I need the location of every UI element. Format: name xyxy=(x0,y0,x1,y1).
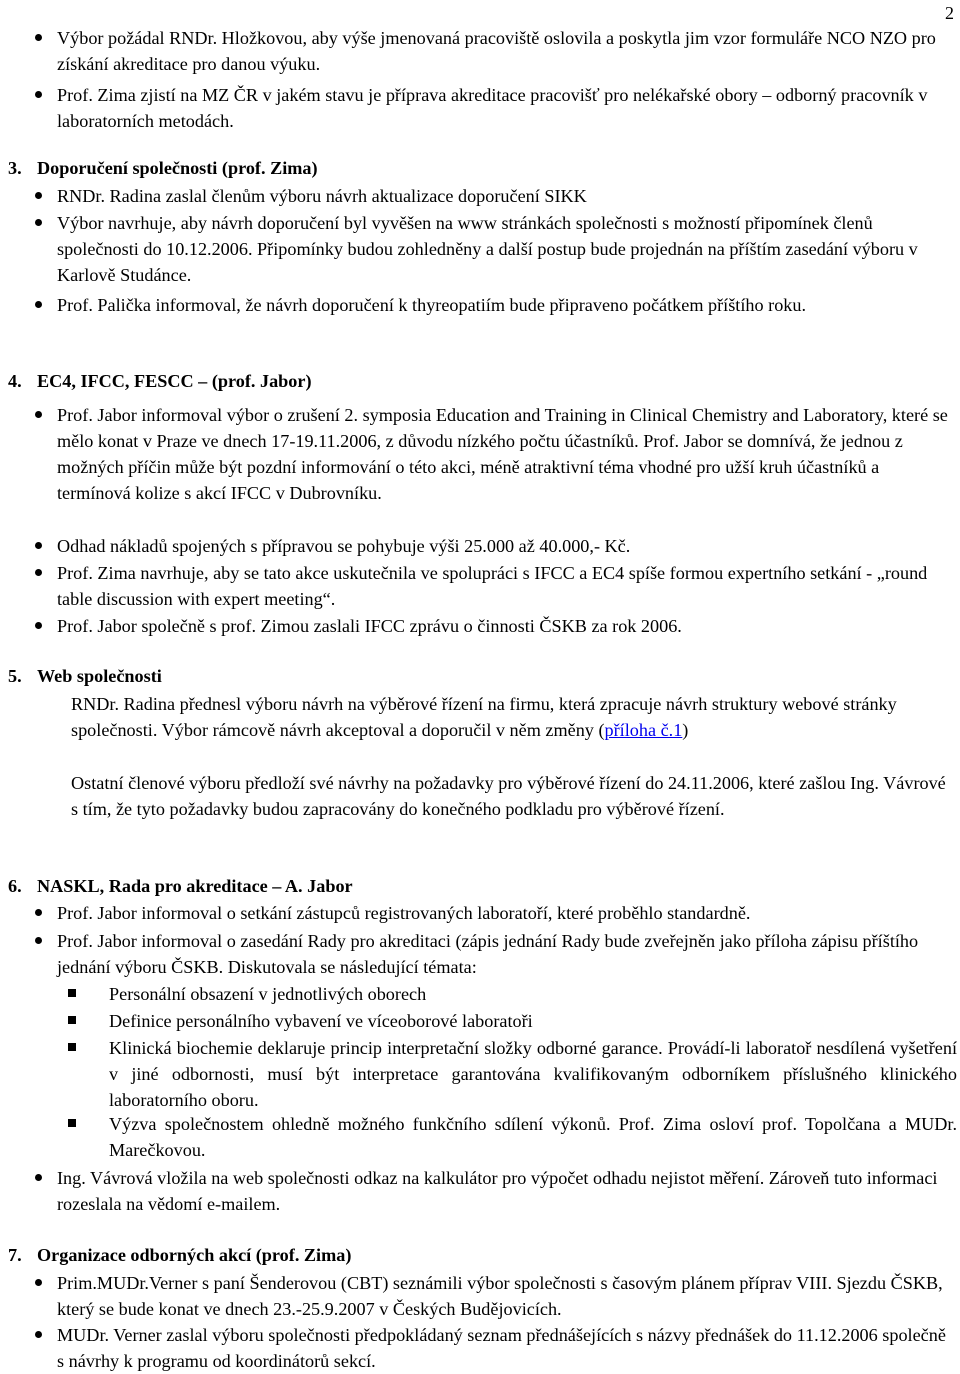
bullet-icon xyxy=(35,219,42,226)
square-bullet-icon xyxy=(68,1043,76,1051)
bullet-icon xyxy=(35,91,42,98)
square-bullet-icon xyxy=(68,1016,76,1024)
bullet-icon xyxy=(35,192,42,199)
list-item: MUDr. Verner zaslal výboru společnosti předpokládaný seznam přednášejících s názvy přednášek do 11.12.2006 společně s návrhy k programu od koordinátorů sekcí. xyxy=(57,1322,957,1374)
list-item: Prof. Palička informoval, že návrh doporučení k thyreopatiím bude připraveno počátkem příštího roku. xyxy=(57,292,957,318)
bullet-icon xyxy=(35,622,42,629)
list-item: Výbor navrhuje, aby návrh doporučení byl vyvěšen na www stránkách společnosti s možností připomínek členů společnosti do 10.12.2006. Připomínky budou zohledněny a další postup bude projednán na příštím zasedání výboru v Karlově Studánce. xyxy=(57,210,957,288)
bullet-icon xyxy=(35,909,42,916)
list-item: Ing. Vávrová vložila na web společnosti odkaz na kalkulátor pro výpočet odhadu nejistot měření. Zároveň tuto informaci rozeslala na vědomí e-mailem. xyxy=(57,1165,957,1217)
list-item: Ostatní členové výboru předloží své návrhy na požadavky pro výběrové řízení do 24.11.2006, které zašlou Ing. Vávrové s tím, že tyto požadavky budou zapracovány do konečného podkladu pro výběrové řízení. xyxy=(71,773,946,819)
bullet-icon xyxy=(35,411,42,418)
bullet-icon xyxy=(35,1174,42,1181)
square-bullet-icon xyxy=(68,1119,76,1127)
list-item: Prof. Zima navrhuje, aby se tato akce uskutečnila ve spolupráci s IFCC a EC4 spíše formou expertního setkání - „round table discussion with expert meeting“. xyxy=(57,560,957,612)
square-bullet-icon xyxy=(68,989,76,997)
list-item: Výbor požádal RNDr. Hložkovou, aby výše jmenovaná pracoviště oslovila a poskytla jim vzor formuláře NCO NZO pro získání akreditace pro danou výuku. xyxy=(57,25,957,77)
list-item: RNDr. Radina přednesl výboru návrh na výběrové řízení na firmu, která zpracuje návrh struktury webové stránky společnosti. Výbor rámcově návrh akceptoval a doporučil v něm změny (příloha č.1) xyxy=(71,694,897,740)
list-item: RNDr. Radina zaslal členům výboru návrh aktualizace doporučení SIKK xyxy=(57,183,957,209)
bullet-icon xyxy=(35,301,42,308)
bullet-icon xyxy=(35,569,42,576)
bullet-icon xyxy=(35,1279,42,1286)
list-item: Prof. Jabor informoval o setkání zástupců registrovaných laboratoří, které proběhlo standardně. xyxy=(57,900,957,926)
list-item: Prof. Jabor informoval o zasedání Rady pro akreditaci (zápis jednání Rady bude zveřejněn jako příloha zápisu příštího jednání výboru ČSKB. Diskutovala se následující témata: xyxy=(57,928,957,980)
list-item: Odhad nákladů spojených s přípravou se pohybuje výši 25.000 až 40.000,- Kč. xyxy=(57,533,957,559)
sub-list-item: Personální obsazení v jednotlivých oborech xyxy=(109,981,957,1007)
bullet-icon xyxy=(35,542,42,549)
sub-list-item: Klinická biochemie deklaruje princip interpretační složky odborné garance. Provádí-li laboratoř nesdílená vyšetření v jiné odbornosti, musí být interpretace garantována kvalifikovaným odborníkem příslušného klinického laboratorního oboru. xyxy=(109,1035,957,1113)
list-item: Prof. Jabor informoval výbor o zrušení 2. symposia Education and Training in Clinical Chemistry and Laboratory, které se mělo konat v Praze ve dnech 17-19.11.2006, z důvodu nízkého počtu účastníků. Prof. Jabor se domnívá, že jednou z možných příčin může být pozdní informování o této akci, méně atraktivní téma vhodné pro užší kruh účastníků a termínová kolize s akcí IFCC v Dubrovníku. xyxy=(57,402,957,506)
list-item: Prof. Zima zjistí na MZ ČR v jakém stavu je příprava akreditace pracovišť pro nelékařské obory – odborný pracovník v laboratorních metodách. xyxy=(57,82,957,134)
sub-list-item: Výzva společnostem ohledně možného funkčního sdílení výkonů. Prof. Zima osloví prof. Topolčana a MUDr. Marečkovou. xyxy=(109,1111,957,1163)
bullet-icon xyxy=(35,34,42,41)
list-item: Prim.MUDr.Verner s paní Šenderovou (CBT) seznámili výbor společnosti s časovým plánem příprav VIII. Sjezdu ČSKB, který se bude konat ve dnech 23.-25.9.2007 v Českých Budějovicích. xyxy=(57,1270,957,1322)
sub-list-item: Definice personálního vybavení ve víceoborové laboratoři xyxy=(109,1008,957,1034)
page-number: 2 xyxy=(945,3,954,23)
list-item: Prof. Jabor společně s prof. Zimou zaslali IFCC zprávu o činnosti ČSKB za rok 2006. xyxy=(57,613,957,639)
bullet-icon xyxy=(35,1331,42,1338)
attachment-link[interactable]: příloha č.1 xyxy=(604,720,683,740)
bullet-icon xyxy=(35,937,42,944)
